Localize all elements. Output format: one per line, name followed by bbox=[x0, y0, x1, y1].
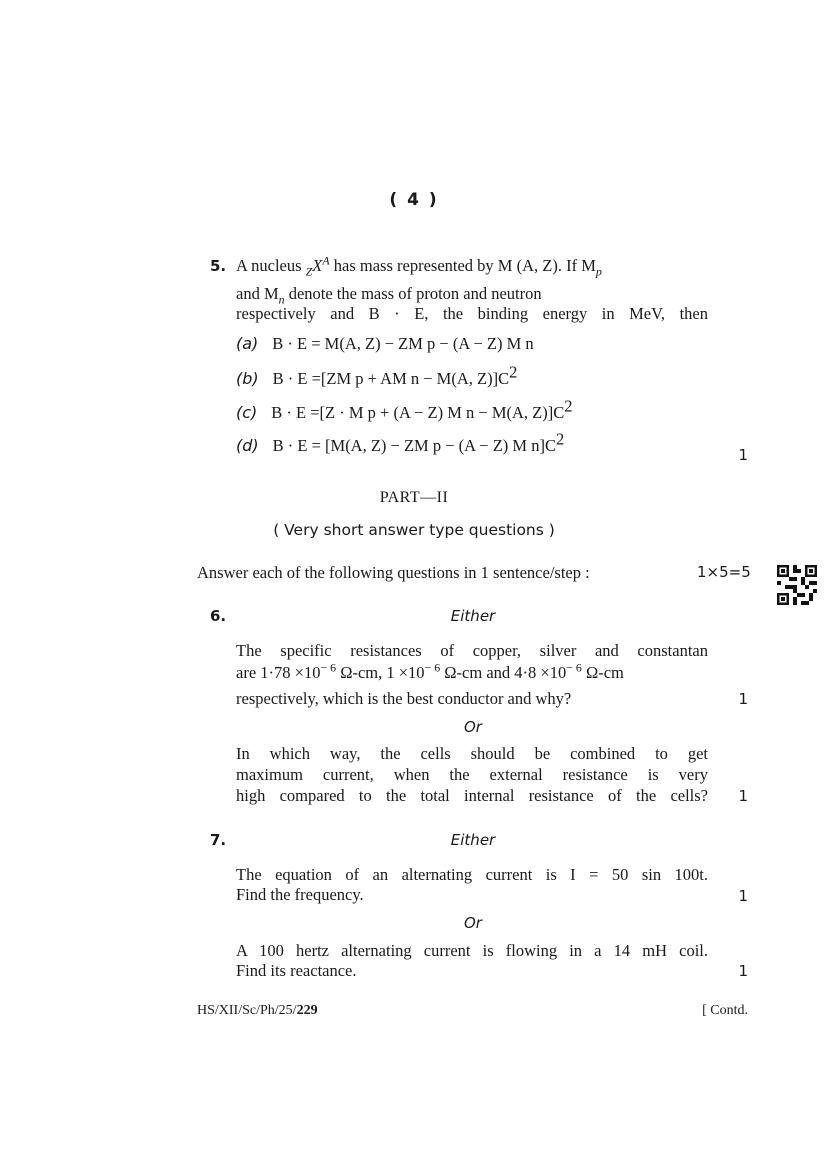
question-5-line-3: respectively and B · E, the binding energy in MeV, then bbox=[236, 304, 708, 323]
option-b-text: B · E =[ZM p + AM n − M(A, Z)]C bbox=[272, 369, 510, 388]
question-5-line-2 bbox=[236, 284, 708, 307]
q6-exp-3: − 6 bbox=[566, 660, 582, 675]
part-title: PART—II bbox=[379, 489, 449, 506]
question-6-or-line-1: In which way, the cells should be combined to get bbox=[236, 744, 708, 763]
q6-value-silver: Ω-cm, 1 ×10 bbox=[336, 663, 425, 682]
option-b-label: (b) bbox=[236, 369, 259, 388]
question-5-marks: 1 bbox=[738, 446, 748, 464]
question-7-or-line-1: A 100 hertz alternating current is flowing in a 14 mH coil. bbox=[236, 941, 708, 960]
question-7-number: 7. bbox=[210, 831, 227, 849]
q6-exp-2: − 6 bbox=[424, 660, 441, 675]
question-6-either-marks: 1 bbox=[738, 690, 748, 708]
option-a bbox=[236, 334, 534, 354]
question-5-line-1 bbox=[236, 253, 708, 279]
q6-value-constantan: Ω-cm and 4·8 ×10 bbox=[440, 663, 567, 682]
question-6-either-line-1: The specific resistances of copper, silver and constantan bbox=[236, 641, 708, 660]
option-c-exponent: 2 bbox=[564, 396, 573, 416]
question-6-or-line-3: high compared to the total internal resistance of the cells? bbox=[236, 786, 708, 805]
option-b bbox=[236, 362, 518, 389]
option-d-text: B · E = [M(A, Z) − ZM p − (A − Z) M n]C bbox=[272, 436, 556, 455]
option-d bbox=[236, 429, 565, 456]
q5-text-d: denote the mass of proton and neutron bbox=[284, 284, 542, 303]
footer-paper-code bbox=[197, 1003, 318, 1019]
proton-subscript: p bbox=[595, 264, 602, 279]
part-marks-scheme: 1×5=5 bbox=[697, 563, 751, 581]
q6-unit: Ω-cm bbox=[581, 663, 624, 682]
option-d-label: (d) bbox=[236, 436, 259, 455]
question-6-or-marks: 1 bbox=[738, 787, 748, 805]
question-7-or-line-2: Find its reactance. bbox=[236, 961, 357, 980]
question-6-either: Either bbox=[450, 607, 496, 625]
question-7-either-line-1: The equation of an alternating current is I = 50 sin 100t. bbox=[236, 865, 708, 884]
footer-code-prefix: HS/XII/Sc/Ph/25/ bbox=[197, 1003, 297, 1018]
question-6-either-line-3: respectively, which is the best conductor and why? bbox=[236, 689, 572, 708]
question-7-or: Or bbox=[464, 914, 482, 932]
option-d-exponent: 2 bbox=[555, 429, 565, 449]
q6-value-copper: are 1·78 ×10 bbox=[236, 663, 321, 682]
nucleus-symbol: X bbox=[312, 256, 323, 275]
part-subtitle: ( Very short answer type questions ) bbox=[273, 521, 555, 539]
option-c-label: (c) bbox=[236, 403, 258, 422]
q6-exp-1: − 6 bbox=[320, 660, 337, 675]
option-a-label: (a) bbox=[236, 334, 259, 353]
nucleus-mass-number: A bbox=[322, 253, 330, 268]
qr-code-icon bbox=[777, 565, 817, 605]
footer-code-number: 229 bbox=[296, 1003, 318, 1018]
q5-text-a: A nucleus bbox=[236, 256, 306, 275]
part-instruction: Answer each of the following questions in 1 sentence/step : bbox=[197, 563, 590, 582]
question-7-either-line-2: Find the frequency. bbox=[236, 885, 364, 904]
question-7-either: Either bbox=[450, 831, 496, 849]
question-5-number: 5. bbox=[210, 257, 227, 275]
footer-contd: [ Contd. bbox=[702, 1003, 748, 1018]
option-c-text: B · E =[Z · M p + (A − Z) M n − M(A, Z)]C bbox=[271, 403, 565, 422]
q5-text-c: and M bbox=[236, 284, 279, 303]
q5-text-b: has mass represented by M (A, Z). If M bbox=[329, 256, 596, 275]
option-c bbox=[236, 396, 573, 423]
page-number: ( 4 ) bbox=[389, 190, 439, 210]
question-6-either-line-2 bbox=[236, 660, 708, 683]
question-7-either-marks: 1 bbox=[738, 887, 748, 905]
question-6-number: 6. bbox=[210, 607, 227, 625]
option-a-text: B · E = M(A, Z) − ZM p − (A − Z) M n bbox=[272, 334, 534, 353]
question-7-or-marks: 1 bbox=[738, 962, 748, 980]
question-6-or: Or bbox=[464, 718, 482, 736]
neutron-subscript: n bbox=[278, 292, 285, 307]
nucleus-atomic-number: Z bbox=[305, 264, 313, 279]
question-6-or-line-2: maximum current, when the external resistance is very bbox=[236, 765, 708, 784]
option-b-exponent: 2 bbox=[509, 362, 518, 382]
